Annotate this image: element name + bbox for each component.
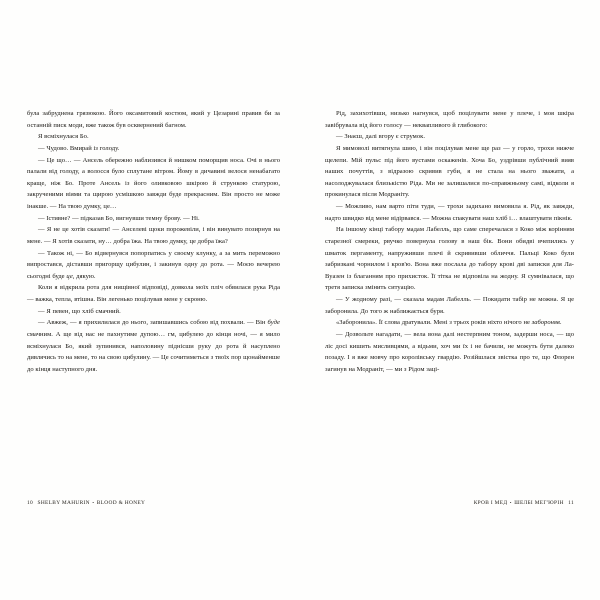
right-page-footer [300,500,600,600]
paragraph: — Авжеж, — я прихилилася до нього, запишавшись собою від похвали. — Він буде смачним. А ще від нас не пахнутиме дупою… гм, цибулею до кінця ночі, — я мило всміхнулася Бо, який зупинився, наполовину піднісши руку до рота й насуплено дивлячись то на мене, то на свою цибулину. — Це сочитиметься з твоїх пор щонайменше до кінця наступного дня. [27,319,280,373]
paragraph: Рід, захихотівши, низько нагнувся, щоб поцілувати мене у плече, і моя шкіра завібрувала від його голосу — неквапливого й глибокого: [325,110,574,129]
paragraph: — Це що… — Ансель обережно наблизився й нишком поморщив носа. Очі в нього палали від голоду, а волосся було сплутане вітром. Йому в дичавині велося ненабагато краще, ніж Бо. Проте Ансель із його оливковою шкірою й стрункою статурою, закрученими віями та щирою усмішкою завжди буде прекрасним. Він просто не може інакше. — На твою думку, це… [27,156,280,210]
emphasized-word: буде [267,319,280,327]
paragraph: — Чудово. Вмирай із голоду. [38,144,120,152]
running-head-left-title: BLOOD & HONEY [96,500,146,506]
page-number-left: 10 [27,500,34,506]
right-page-textblock [325,108,574,375]
paragraph: Я всміхнулася Бо. [38,133,89,141]
paragraph: — Я не це хотів сказати! — Анселеві щоки порожевіли, і він винувато позирнув на мене. — Я хотів сказати, ну… добра їжа. На твою думку, це добра їжа? [27,226,280,245]
paragraph: — У жодному разі, — сказала мадам Лабелль. — Покидати табір не можна. Я це заборонила. До того ж наближається буря. [325,296,574,315]
separator-bullet-icon: • [92,500,95,506]
running-head-left-author: SHELBY MAHURIN [37,500,90,506]
page-gutter [300,0,301,600]
paragraph: Я мимоволі витягнула шию, і він поцілував мене ще раз — у горло, трохи нижче щелепи. Мій пульс під його вустами оскаженів. Хоча Бо, уздрівши публічний вияв наших почуттів, з відразою скривив губи, я не стала на нього зважати, а насолоджувалася близькістю Ріда. Ми не залишалися по-справжньому самі, відколи я прокинулася після Модраніту. [325,144,574,199]
folio-left [27,500,145,506]
paragraph: — Знаєш, далі вгору є струмок. [336,133,425,141]
paragraph: — Також ні, — Бо відвернувся попорпатись у своєму клунку, а за мить переможно випростався, діставши пригорщу цибулин, і закинув одну до рота. — Моєю вечерею сьогодні буде це, дякую. [27,249,280,280]
emphasized-word: це [66,272,73,280]
page-number-right: 11 [568,500,574,506]
page-right [300,0,600,600]
paragraph: — Я певен, що хліб смачний. [38,307,121,315]
left-page-textblock [27,108,280,375]
paragraph: Коли я відкрила рота для нищівної відповіді, довкола моїх пліч обвилася рука Ріда — важка, тепла, втішна. Він легенько поцілував мене у скроню. [27,284,280,303]
paragraph: — Можливо, нам варто піти туди, — трохи задихано вимовила я. Рід, як завжди, надто швидко від мене відірвався. — Можна спакувати наш хліб і… влаштувати пікнік. [325,203,574,222]
running-head-right-title: КРОВ І МЕД [473,500,508,506]
separator-bullet-icon-right: • [509,500,512,506]
emphasized-word: забороняв [531,319,560,327]
running-head-right-author: ШЕЛБІ МЕГ'ЮРІН [514,500,564,506]
left-page-footer [0,500,300,600]
folio-right [474,500,574,506]
paragraph: — Дозвольте нагадати, — вела вона далі нестерпним тоном, задерши носа, — що ліс досі кишить мисливцями, а відьми, хоч ми їх і не бачили, не можуть бути далеко позаду. І я вже мовчу про королівську гвардію. Розійшлася звістка про те, що Флорен загинув на Модраніт, — ми з Рідом заці- [325,330,574,373]
paragraph: «Заборонила». Її слова дратували. Мені з трьох років ніхто нічого не забороняв. [336,319,562,327]
paragraph: була забруднена грязюкою. Його оксамитовий костюм, який у Цезарині правив би за останній писк моди, вже також був осквернений багном. [27,110,280,129]
paragraph: — Істивне? — підказав Бо, вигнувши темну брову. — Ні. [38,214,200,222]
paragraph: На іншому кінці табору мадам Лабелль, що саме сперечалася з Коко між корінням старезної смереки, рвучко повернула голову в наш бік. Вони обидві вчепились у шматок пергаменту, напруживши плечі й скрививши обличчя. Пальці Коко були забризкані чорнилом і кров'ю. Вона вже послала до табору крові дві записки для Ла-Вуазен із благанням про прихисток. Її тітка не відповіла на жодну. Я сумнівалася, що третя записка змінить ситуацію. [325,226,574,292]
